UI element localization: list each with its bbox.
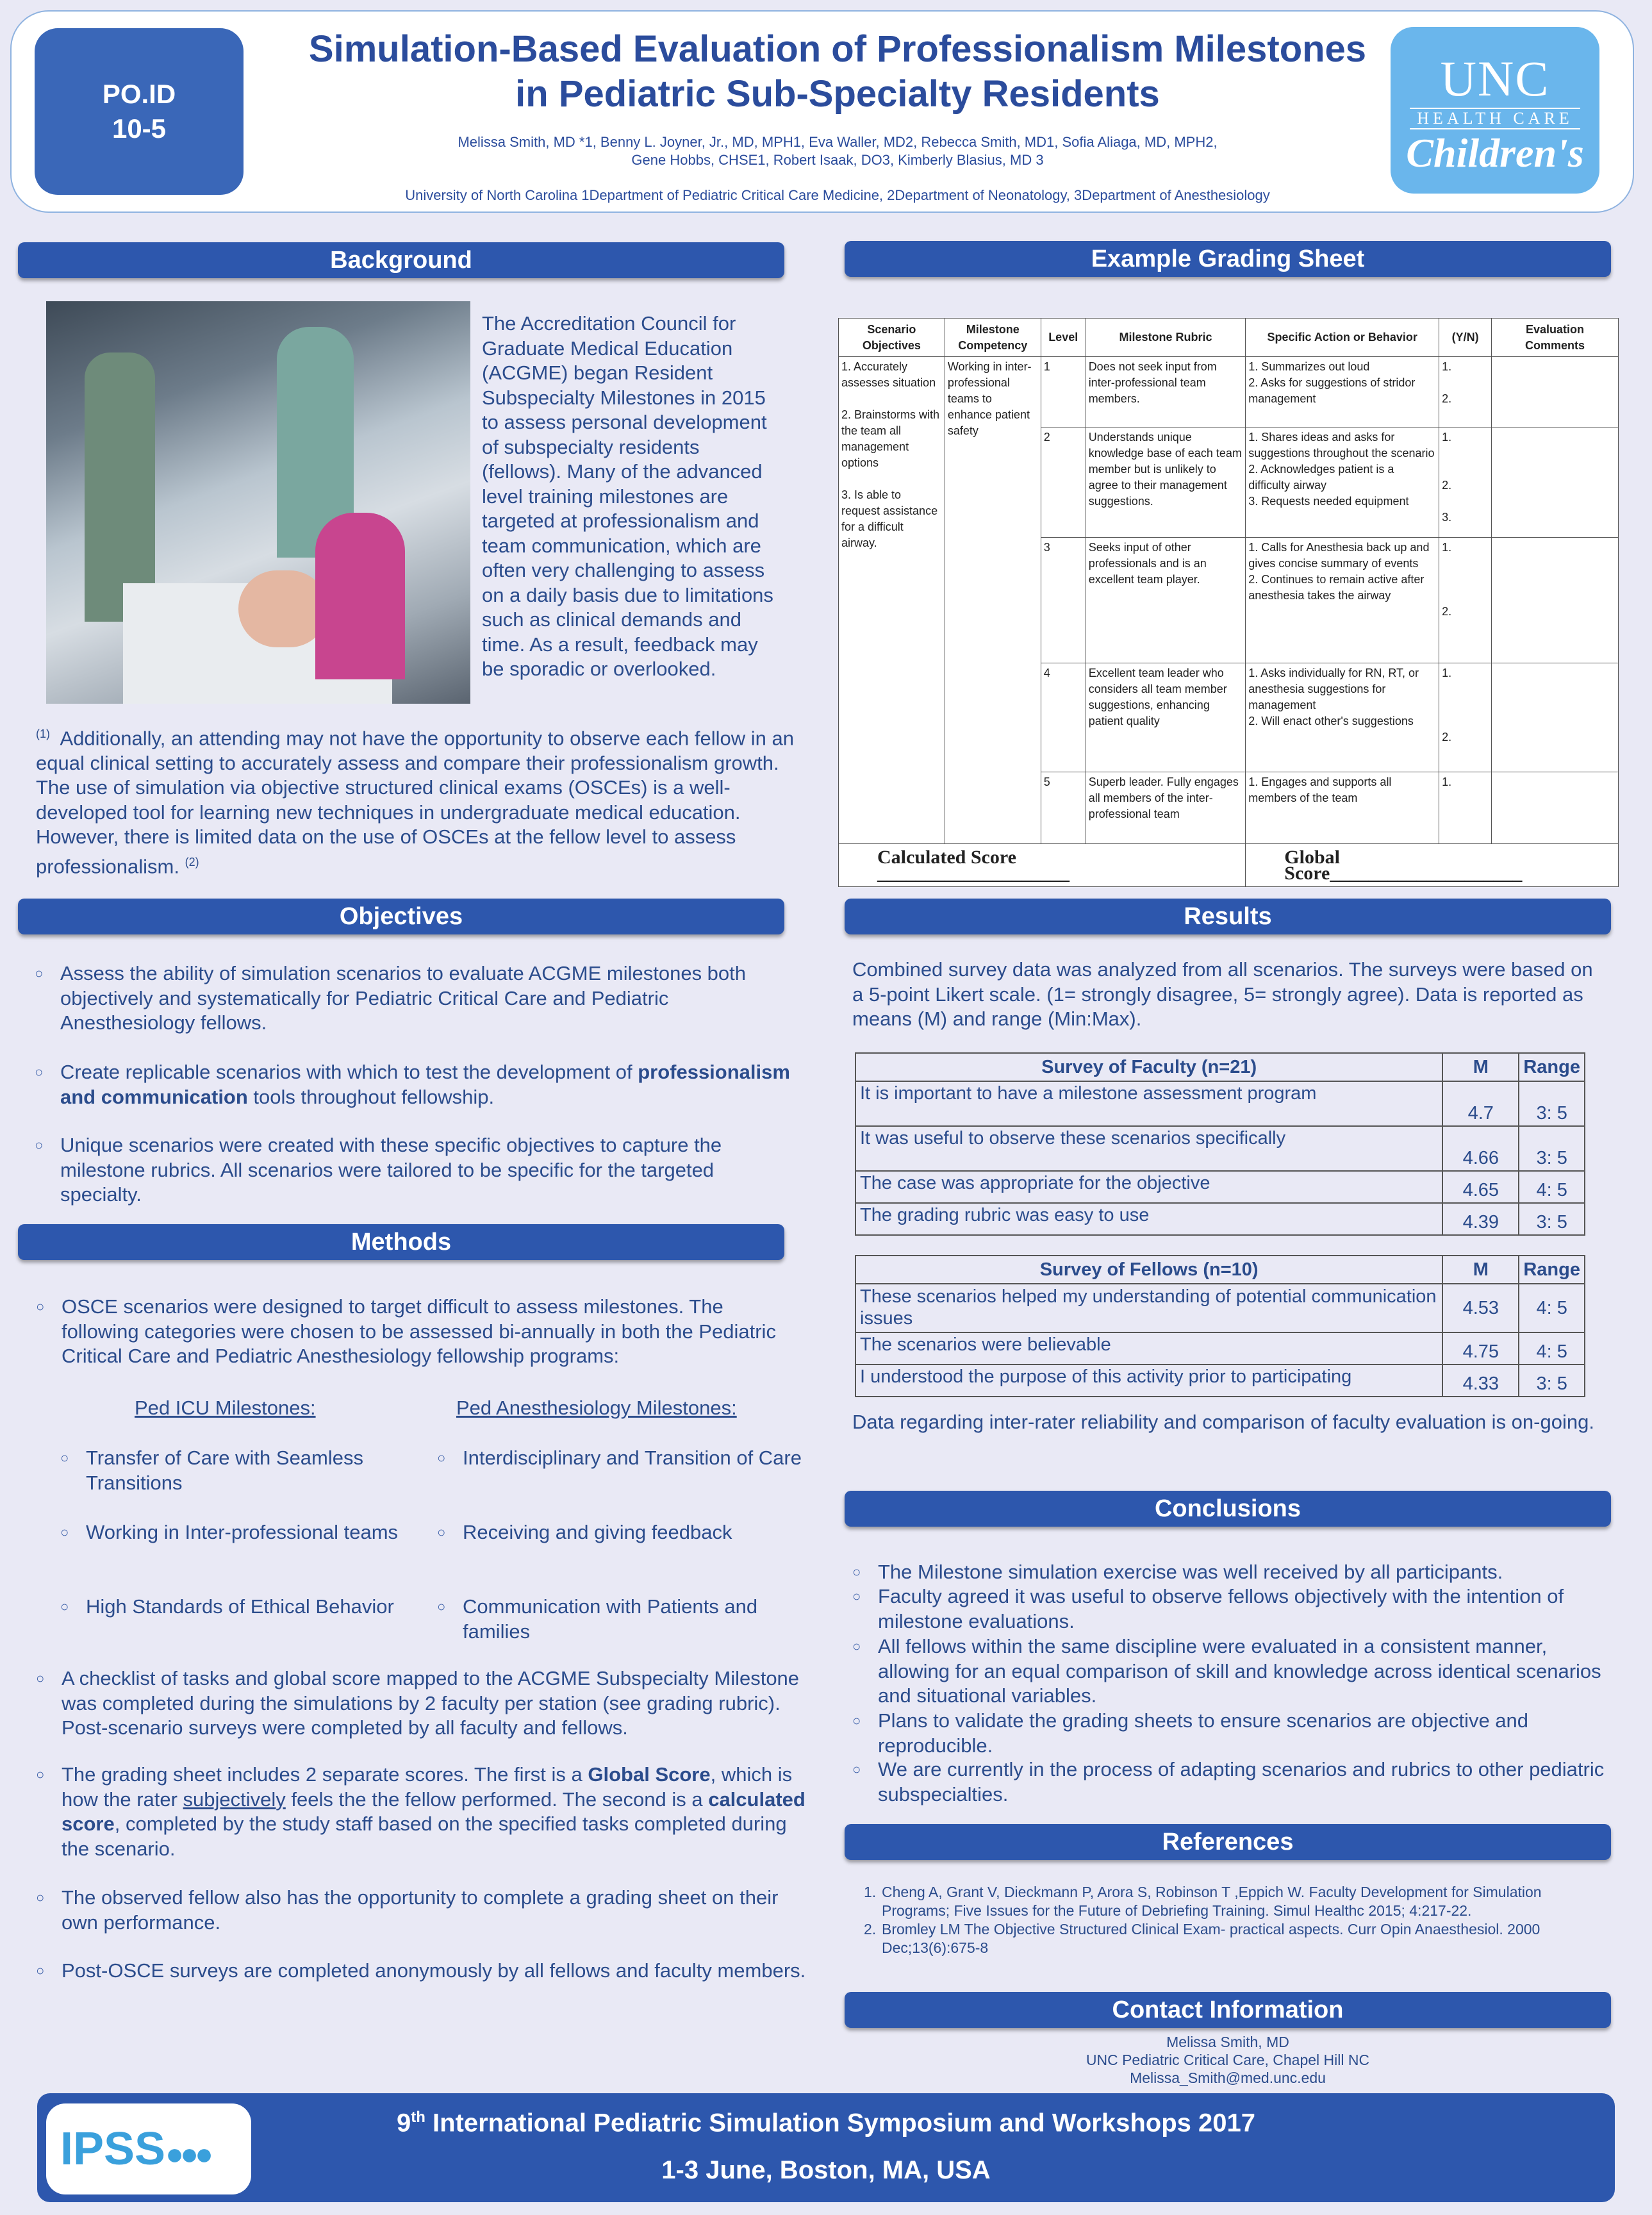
survey-mean: 4.66	[1442, 1126, 1519, 1171]
yn-cell: 1. 2.	[1439, 538, 1492, 663]
survey-question: The grading rubric was easy to use	[855, 1203, 1442, 1235]
anesthesia-milestone-item: ○ Interdisciplinary and Transition of Care	[437, 1446, 809, 1471]
conclusion-item: ○ Plans to validate the grading sheets to ensure scenarios are objective and reproducible.	[852, 1709, 1615, 1758]
title-line-1: Simulation-Based Evaluation of Professionalism Milestones	[308, 28, 1367, 70]
contact-name: Melissa Smith, MD	[1166, 2034, 1289, 2050]
level-cell: 3	[1041, 538, 1086, 663]
survey-range: 4: 5	[1519, 1171, 1585, 1203]
icu-milestone-item: ○ High Standards of Ethical Behavior	[60, 1595, 419, 1620]
results-heading: Results	[845, 899, 1611, 934]
methods-checklist: ○ A checklist of tasks and global score mapped to the ACGME Subspecialty Milestone was completed during the simulations by 2 faculty per station (see grading rubric). Post-scenario surveys were completed by all faculty and fellows.	[36, 1666, 818, 1741]
yn-cell: 1. 2.	[1439, 357, 1492, 427]
anesthesia-milestone-item: ○ Receiving and giving feedback	[437, 1520, 809, 1545]
methods-grading	[36, 1763, 818, 1861]
footer-text: 9	[396, 2109, 411, 2137]
survey-range: 3: 5	[1519, 1203, 1585, 1235]
level-cell: 5	[1041, 772, 1086, 844]
contact-organization: UNC Pediatric Critical Care, Chapel Hill NC	[1086, 2052, 1370, 2068]
anesthesia-milestone-item: ○ Communication with Patients and families	[437, 1595, 809, 1644]
unc-childrens-logo	[1391, 27, 1599, 194]
methods-heading: Methods	[18, 1224, 784, 1260]
survey-mean: 4.75	[1442, 1332, 1519, 1365]
faculty-survey-title: Survey of Faculty (n=21)	[855, 1053, 1442, 1081]
icu-milestone-item: ○ Transfer of Care with Seamless Transitions	[60, 1446, 419, 1495]
children-figures-icon: ●●●	[165, 2137, 210, 2171]
objective-text: tools throughout fellowship.	[247, 1085, 495, 1108]
methods-text: , completed by the study staff based on the specified tasks completed during the scenario.	[62, 1813, 787, 1860]
contact-heading: Contact Information	[845, 1992, 1611, 2028]
survey-mean: 4.33	[1442, 1365, 1519, 1397]
conclusion-item: ○ Faculty agreed it was useful to observe fellows objectively with the intention of milestone evaluations.	[852, 1584, 1615, 1634]
survey-question: I understood the purpose of this activity prior to participating	[855, 1365, 1442, 1397]
reference-text: Bromley LM The Objective Structured Clinical Exam- practical aspects. Curr Opin Anaesthesiol. 2000 Dec;13(6):675-8	[882, 1921, 1540, 1956]
rubric-cell: Excellent team leader who considers all team member suggestions, enhancing patient quality	[1086, 663, 1246, 772]
methods-intro: ○ OSCE scenarios were designed to target difficult to assess milestones. The following categories were chosen to be assessed bi-annually in both the Pediatric Critical Care and Pediatric Anesthesiology fellowship programs:	[36, 1295, 798, 1369]
yn-cell: 1. 2. 3.	[1439, 427, 1492, 538]
background-heading: Background	[18, 242, 784, 278]
reference-number: 2.	[864, 1921, 877, 1937]
fellows-survey-table	[855, 1255, 1585, 1397]
conclusions-heading: Conclusions	[845, 1491, 1611, 1527]
methods-post-survey: ○ Post-OSCE surveys are completed anonymously by all fellows and faculty members.	[36, 1959, 818, 1984]
poster-id-label: PO.ID	[102, 79, 176, 109]
photo-figure-clinician	[85, 353, 155, 622]
rubric-cell: Does not seek input from inter-professional team members.	[1086, 357, 1246, 427]
logo-childrens-text: Children's	[1406, 130, 1584, 176]
comments-cell	[1492, 663, 1619, 772]
col-m-header: M	[1442, 1256, 1519, 1284]
col-header: Level	[1041, 319, 1086, 357]
reference-text: Cheng A, Grant V, Dieckmann P, Arora S, Robinson T ,Eppich W. Faculty Development for Simulation Programs; Five Issues for the Future of Debriefing Training. Simul Healthc 2015; 4:217-22.	[882, 1884, 1542, 1919]
calculated-score-term: calculated score	[62, 1788, 805, 1835]
action-cell: 1. Asks individually for RN, RT, or anesthesia suggestions for management 2. Will enact other's suggestions	[1246, 663, 1439, 772]
methods-text: feels the the fellow performed. The second is a	[285, 1788, 709, 1811]
faculty-survey-table	[855, 1052, 1585, 1236]
poster-header	[10, 10, 1634, 213]
survey-range: 3: 5	[1519, 1365, 1585, 1397]
level-cell: 4	[1041, 663, 1086, 772]
rubric-cell: Seeks input of other professionals and is an excellent team player.	[1086, 538, 1246, 663]
photo-mannequin	[238, 570, 328, 647]
rubric-cell: Superb leader. Fully engages all members of the inter-professional team	[1086, 772, 1246, 844]
authors-line-2: Gene Hobbs, CHSE1, Robert Isaak, DO3, Kimberly Blasius, MD 3	[631, 152, 1044, 168]
level-cell: 1	[1041, 357, 1086, 427]
level-cell: 2	[1041, 427, 1086, 538]
results-intro: Combined survey data was analyzed from all scenarios. The surveys were based on a 5-point Likert scale. (1= strongly disagree, 5= strongly agree). Data is reported as means (M) and range (Min:Max).	[852, 958, 1593, 1030]
global-score-term: Global Score	[588, 1763, 711, 1786]
action-cell: 1. Calls for Anesthesia back up and gives concise summary of events 2. Continues to remain active after anesthesia takes the airway	[1246, 538, 1439, 663]
objectives-cell: 1. Accurately assesses situation 2. Brainstorms with the team all management options 3. Is able to request assistance for a difficult airway.	[839, 357, 945, 844]
action-cell: 1. Summarizes out loud 2. Asks for suggestions of stridor management	[1246, 357, 1439, 427]
ped-icu-title	[135, 1396, 404, 1421]
icu-milestone-item: ○ Working in Inter-professional teams	[60, 1520, 419, 1545]
ped-anesthesia-title	[456, 1396, 777, 1421]
background-paragraph-2	[36, 722, 798, 879]
col-range-header: Range	[1519, 1256, 1585, 1284]
footer-superscript: th	[411, 2109, 425, 2126]
ipss-logo-text: IPSS	[60, 2123, 166, 2175]
col-header: (Y/N)	[1439, 319, 1492, 357]
grading-sheet-heading: Example Grading Sheet	[845, 241, 1611, 277]
methods-text: , which is how the rater	[62, 1763, 793, 1811]
col-range-header: Range	[1519, 1053, 1585, 1081]
reference-item	[864, 1920, 1612, 1957]
global-score-field: Global Score____________________	[1246, 844, 1619, 887]
comments-cell	[1492, 772, 1619, 844]
survey-question: It is important to have a milestone assessment program	[855, 1081, 1442, 1126]
survey-question: These scenarios helped my understanding of potential communication issues	[855, 1284, 1442, 1332]
objective-item: ○ Unique scenarios were created with these specific objectives to capture the milestone rubrics. All scenarios were tailored to be specific for the targeted specialty.	[35, 1133, 797, 1207]
contact-info	[845, 2033, 1611, 2087]
survey-question: The case was appropriate for the objective	[855, 1171, 1442, 1203]
background-paragraph-1: The Accreditation Council for Graduate Medical Education (ACGME) began Resident Subspecialty Milestones in 2015 to assess personal development of subspecialty residents (fellows). Many of the advanced level training milestones are targeted at professionalism and team communication, which are often very challenging to assess on a daily basis due to limitations such as clinical demands and time. As a result, feedback may be sporadic or overlooked.	[482, 312, 773, 680]
survey-range: 4: 5	[1519, 1332, 1585, 1365]
ped-anesthesia-title-text: Ped Anesthesiology Milestones:	[456, 1397, 737, 1419]
methods-text: The grading sheet includes 2 separate scores. The first is a	[62, 1763, 588, 1786]
citation-1: (1)	[36, 727, 50, 740]
affiliation: University of North Carolina 1Department of Pediatric Critical Care Medicine, 2Department of Neonatology, 3Department of Anesthesiology	[405, 187, 1270, 203]
comments-cell	[1492, 538, 1619, 663]
subjectively-term: subjectively	[183, 1788, 286, 1811]
survey-mean: 4.65	[1442, 1171, 1519, 1203]
conclusion-item: ○ All fellows within the same discipline were evaluated in a consistent manner, allowing for an equal comparison of skill and knowledge across identical scenarios and situational variables.	[852, 1634, 1615, 1709]
col-header: Scenario Objectives	[839, 319, 945, 357]
conclusion-item: ○ We are currently in the process of adapting scenarios and rubrics to other pediatric subspecialties.	[852, 1757, 1615, 1807]
col-header: Specific Action or Behavior	[1246, 319, 1439, 357]
footer-text: International Pediatric Simulation Symposium and Workshops 2017	[425, 2109, 1256, 2137]
reference-item	[864, 1883, 1612, 1920]
simulation-photo	[46, 301, 470, 704]
survey-mean: 4.53	[1442, 1284, 1519, 1332]
ped-icu-title-text: Ped ICU Milestones:	[135, 1397, 316, 1419]
col-header: Evaluation Comments	[1492, 319, 1619, 357]
calculated-score-field: Calculated Score ____________________	[839, 844, 1246, 887]
logo-health-care-text: HEALTH CARE	[1410, 108, 1580, 129]
objective-item: ○ Assess the ability of simulation scenarios to evaluate ACGME milestones both objectively and systematically for Pediatric Critical Care and Pediatric Anesthesiology fellows.	[35, 961, 797, 1036]
survey-mean: 4.7	[1442, 1081, 1519, 1126]
methods-observed: ○ The observed fellow also has the opportunity to complete a grading sheet on their own performance.	[36, 1886, 818, 1935]
symposium-title	[37, 2109, 1615, 2137]
contact-email[interactable]: Melissa_Smith@med.unc.edu	[1130, 2070, 1326, 2086]
reference-number: 1.	[864, 1884, 877, 1900]
survey-range: 3: 5	[1519, 1126, 1585, 1171]
survey-range: 4: 5	[1519, 1284, 1585, 1332]
photo-figure-parent	[315, 513, 405, 679]
poster-id-number: 10-5	[112, 113, 167, 144]
conclusion-item: ○ The Milestone simulation exercise was well received by all participants.	[852, 1560, 1615, 1585]
comments-cell	[1492, 427, 1619, 538]
objectives-heading: Objectives	[18, 899, 784, 934]
survey-mean: 4.39	[1442, 1203, 1519, 1235]
action-cell: 1. Engages and supports all members of the team	[1246, 772, 1439, 844]
logo-unc-text: UNC	[1440, 51, 1550, 106]
grading-sheet-table	[838, 318, 1619, 887]
competency-cell: Working in inter-professional teams to enhance patient safety	[945, 357, 1041, 844]
results-outro: Data regarding inter-rater reliability and comparison of faculty evaluation is on-going.	[852, 1411, 1594, 1433]
survey-question: It was useful to observe these scenarios specifically	[855, 1126, 1442, 1171]
action-cell: 1. Shares ideas and asks for suggestions throughout the scenario 2. Acknowledges patient is a difficulty airway 3. Requests needed equipment	[1246, 427, 1439, 538]
poster-title	[268, 27, 1407, 117]
authors-line-1: Melissa Smith, MD *1, Benny L. Joyner, Jr., MD, MPH1, Eva Waller, MD2, Rebecca Smith, MD1, Sofia Aliaga, MD, MPH2,	[458, 134, 1218, 150]
comments-cell	[1492, 357, 1619, 427]
survey-range: 3: 5	[1519, 1081, 1585, 1126]
survey-question: The scenarios were believable	[855, 1332, 1442, 1365]
col-header: Milestone Competency	[945, 319, 1041, 357]
fellows-survey-title: Survey of Fellows (n=10)	[855, 1256, 1442, 1284]
yn-cell: 1.	[1439, 772, 1492, 844]
col-header: Milestone Rubric	[1086, 319, 1246, 357]
rubric-cell: Understands unique knowledge base of each team member but is unlikely to agree to their management suggestions.	[1086, 427, 1246, 538]
author-list	[268, 133, 1407, 169]
citation-2: (2)	[185, 855, 199, 868]
objective-emphasis: professionalism and communication	[60, 1061, 790, 1108]
col-m-header: M	[1442, 1053, 1519, 1081]
objective-text: Create replicable scenarios with which to test the development of	[60, 1061, 638, 1083]
background-paragraph-2-text: Additionally, an attending may not have the opportunity to observe each fellow in an equal clinical setting to accurately assess and compare their professionalism growth. The use of simulation via objective structured clinical exams (OSCEs) is a well-developed tool for learning new techniques in undergraduate medical education. However, there is limited data on the use of OSCEs at the fellow level to assess professionalism.	[36, 727, 794, 878]
title-line-2: in Pediatric Sub-Specialty Residents	[515, 73, 1160, 115]
objective-item	[35, 1060, 797, 1109]
references-heading: References	[845, 1824, 1611, 1860]
poster-id-box	[35, 28, 244, 195]
symposium-date-location: 1-3 June, Boston, MA, USA	[661, 2156, 991, 2184]
yn-cell: 1. 2.	[1439, 663, 1492, 772]
poster-footer	[37, 2093, 1615, 2202]
